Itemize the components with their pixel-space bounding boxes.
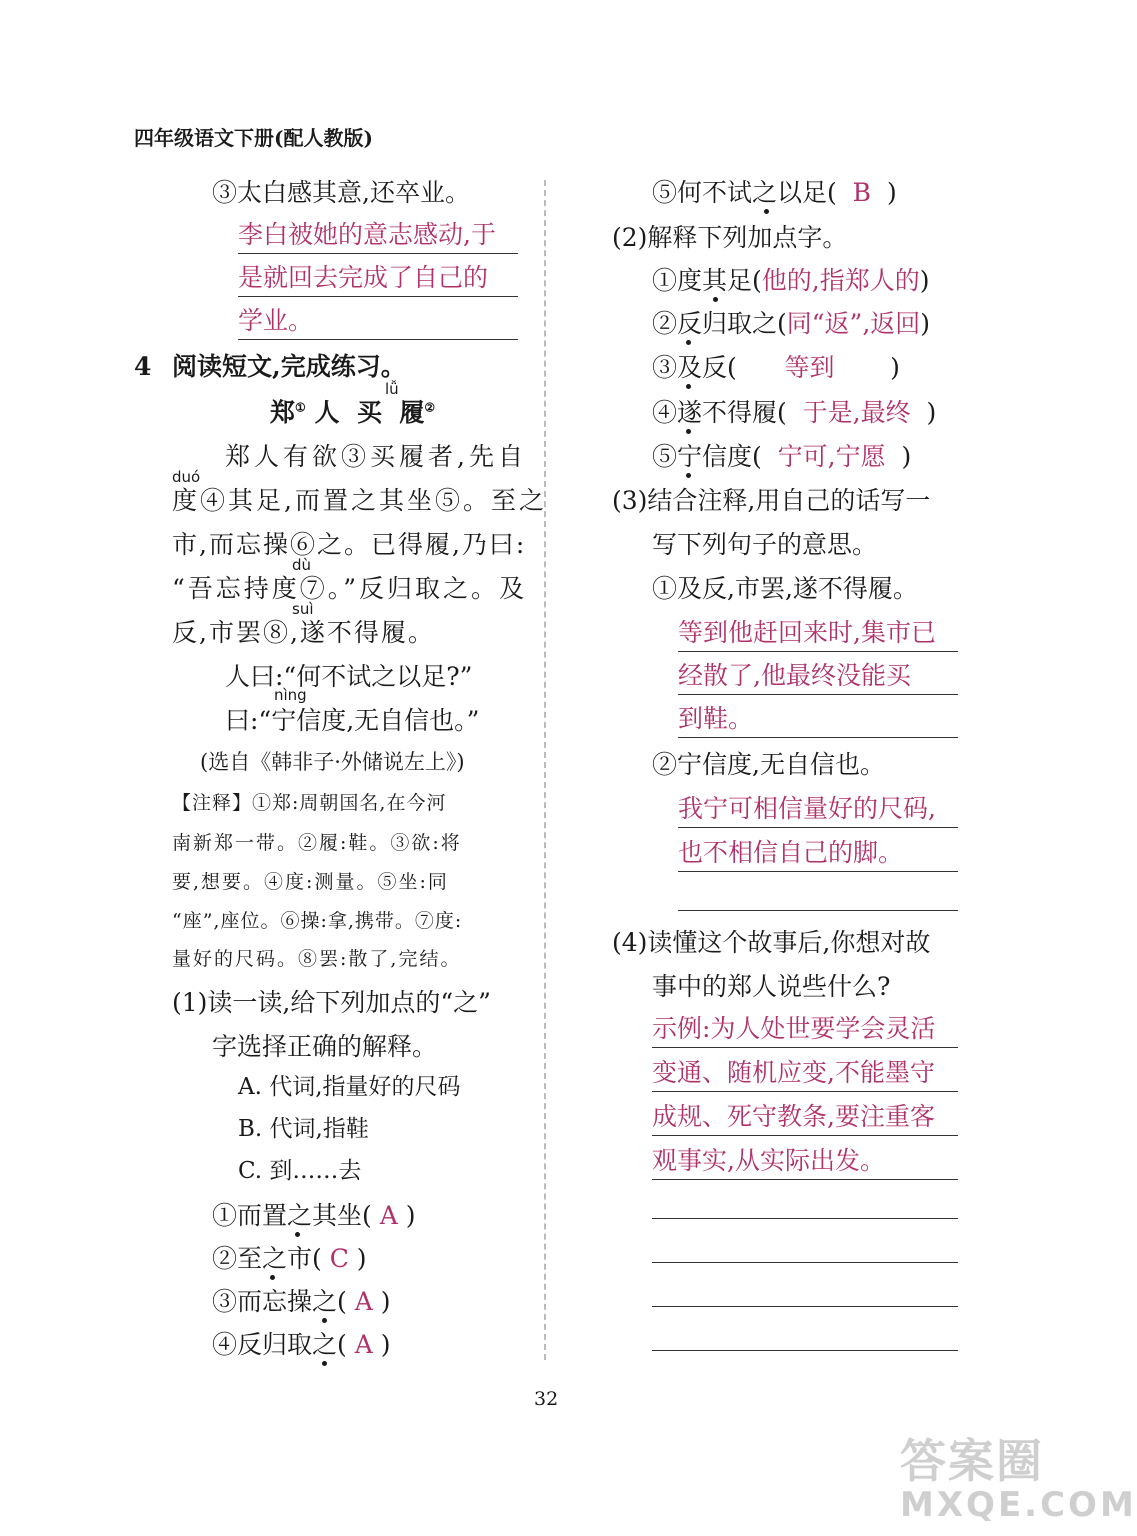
q1-option: B. 代词,指鞋	[238, 1116, 369, 1142]
emphasis-dot	[764, 209, 769, 214]
pinyin-du: dù	[292, 556, 312, 574]
q3-answer-line: 等到他赶回来时,集市已	[678, 620, 958, 652]
q1-item-answer: A	[354, 1287, 373, 1316]
q1-option: C. 到……去	[238, 1158, 362, 1184]
watermark-logo-text: 答案圈	[900, 1434, 1044, 1488]
q1-item: ②至之市( C )	[212, 1244, 367, 1273]
q1-item-label: ③而忘操之	[212, 1287, 338, 1316]
q1-prompt: 字选择正确的解释。	[212, 1032, 438, 1061]
emphasis-dot	[686, 384, 691, 389]
left-q3-answer-line: 是就回去完成了自己的	[238, 265, 518, 297]
left-q3-label: ③太白感其意,还卒业。	[212, 178, 470, 207]
page-header: 四年级语文下册(配人教版)	[134, 126, 373, 150]
q3-answer-line: 到鞋。	[678, 706, 958, 738]
q2-item: ③及反( 等到 )	[652, 353, 900, 382]
story-title	[270, 400, 435, 425]
note-line: “座”,座位。⑥操:拿,携带。⑦度:	[172, 910, 463, 932]
story-line: 曰:“宁信度,无自信也。”	[225, 706, 480, 735]
blank-line	[652, 1218, 958, 1219]
page-number: 32	[534, 1388, 559, 1410]
q2-item-answer: 宁可,宁愿	[777, 442, 886, 471]
q4-answer-line: 成规、死守教条,要注重客	[652, 1104, 958, 1136]
story-line: 人曰:“何不试之以足?”	[225, 662, 473, 691]
q2-item-answer: 等到	[784, 353, 835, 382]
q2-item: ④遂不得履( 于是,最终 )	[652, 398, 937, 427]
note-line: 量好的尺码。⑧罢:散了,完结。	[172, 948, 462, 970]
story-line: 反,市罢⑧,遂不得履。	[172, 618, 435, 647]
q4-prompt: (4)读懂这个故事后,你想对故	[612, 928, 931, 957]
q1-prompt: (1)读一读,给下列加点的“之”	[172, 988, 491, 1017]
q3-answer-line: 经散了,他最终没能买	[678, 663, 958, 695]
q4-prompt: 事中的郑人说些什么?	[652, 972, 891, 1001]
section-number: 4	[134, 352, 152, 381]
emphasis-dot	[686, 429, 691, 434]
q2-title: (2)解释下列加点字。	[612, 223, 848, 252]
watermark-url: MXQE.COM	[900, 1485, 1137, 1525]
title-char-lv: 履	[399, 398, 425, 427]
emphasis-dot	[686, 340, 691, 345]
emphasis-dot	[270, 1275, 275, 1280]
section-title: 阅读短文,完成练习。	[172, 352, 406, 381]
q4-answer-line: 观事实,从实际出发。	[652, 1148, 958, 1180]
note-line: 【注释】①郑:周朝国名,在今河	[172, 792, 447, 814]
note-line: 南新郑一带。②履:鞋。③欲:将	[172, 832, 462, 854]
q1-item-label: ①而置之其坐	[212, 1201, 363, 1230]
note-line: 要,想要。④度:测量。⑤坐:同	[172, 871, 449, 893]
q2-item-answer: 于是,最终	[802, 398, 911, 427]
story-line: 度④其足,而置之其坐⑤。至之	[172, 486, 547, 515]
q1-item-label: ②至之市	[212, 1244, 313, 1273]
q2-item: ⑤宁信度( 宁可,宁愿 )	[652, 442, 912, 471]
blank-line	[678, 910, 958, 911]
q1-item-label: ④反归取之	[212, 1330, 338, 1359]
q4-answer-line: 示例:为人处世要学会灵活	[652, 1016, 958, 1048]
emphasis-dot	[295, 1232, 300, 1237]
emphasis-dot	[686, 473, 691, 478]
emphasis-dot	[322, 1361, 327, 1366]
pinyin-duo: duó	[172, 468, 201, 486]
q1-item: ⑤何不试之以足( B )	[652, 178, 897, 207]
story-line: “吾忘持度⑦。”反归取之。及	[172, 574, 528, 603]
pinyin-lu: lǚ	[385, 380, 399, 398]
blank-line	[652, 1262, 958, 1263]
q3-answer-line: 也不相信自己的脚。	[678, 840, 958, 872]
title-char-ren: 人	[314, 398, 340, 427]
title-char-zheng: 郑	[270, 398, 296, 427]
q1-item-answer: C	[329, 1244, 349, 1273]
q3-item: ②宁信度,无自信也。	[652, 750, 885, 779]
q1-item-label: ⑤何不试之以足	[652, 178, 828, 207]
q2-item-answer: 同“返”,返回	[786, 309, 921, 338]
q1-option: A. 代词,指量好的尺码	[238, 1074, 461, 1100]
story-line: 郑人有欲③买履者,先自	[225, 442, 527, 471]
q3-prompt: (3)结合注释,用自己的话写一	[612, 486, 931, 515]
pinyin-sui: suì	[292, 600, 314, 618]
q2-item-answer: 他的,指郑人的	[761, 266, 920, 295]
blank-line	[652, 1306, 958, 1307]
blank-line	[652, 1350, 958, 1351]
story-line: 市,而忘操⑥之。已得履,乃曰:	[172, 530, 527, 559]
q1-item-answer: A	[354, 1330, 373, 1359]
title-char-mai: 买	[356, 398, 382, 427]
q1-item-answer: A	[379, 1201, 398, 1230]
q1-item: ③而忘操之( A )	[212, 1287, 391, 1316]
q2-item: ②反归取之(同“返”,返回)	[652, 309, 931, 338]
q4-answer-line: 变通、随机应变,不能墨守	[652, 1060, 958, 1092]
footnote-1: ①	[295, 400, 306, 415]
column-divider	[544, 180, 546, 1360]
left-q3-answer-line: 李白被她的意志感动,于	[238, 222, 518, 254]
q3-answer-line: 我宁可相信量好的尺码,	[678, 796, 958, 828]
q2-item: ①度其足(他的,指郑人的)	[652, 266, 930, 295]
q2-item-label: ②反归取之	[652, 309, 778, 338]
footnote-2: ②	[424, 400, 436, 415]
q1-item-answer: B	[852, 178, 872, 207]
q1-item: ①而置之其坐( A )	[212, 1201, 416, 1230]
story-source: (选自《韩非子·外储说左上》)	[200, 750, 465, 774]
q2-item-label: ①度其足	[652, 266, 753, 295]
q2-item-label: ④遂不得履	[652, 398, 778, 427]
emphasis-dot	[713, 297, 718, 302]
q2-item-label: ⑤宁信度	[652, 442, 753, 471]
q3-prompt: 写下列句子的意思。	[652, 530, 878, 559]
site-watermark	[900, 1434, 1137, 1528]
q2-item-label: ③及反	[652, 353, 728, 382]
q3-item: ①及反,市罢,遂不得履。	[652, 574, 918, 603]
q1-item: ④反归取之( A )	[212, 1330, 391, 1359]
emphasis-dot	[322, 1318, 327, 1323]
pinyin-ning: nìng	[274, 686, 307, 704]
left-q3-answer-line: 学业。	[238, 308, 518, 340]
